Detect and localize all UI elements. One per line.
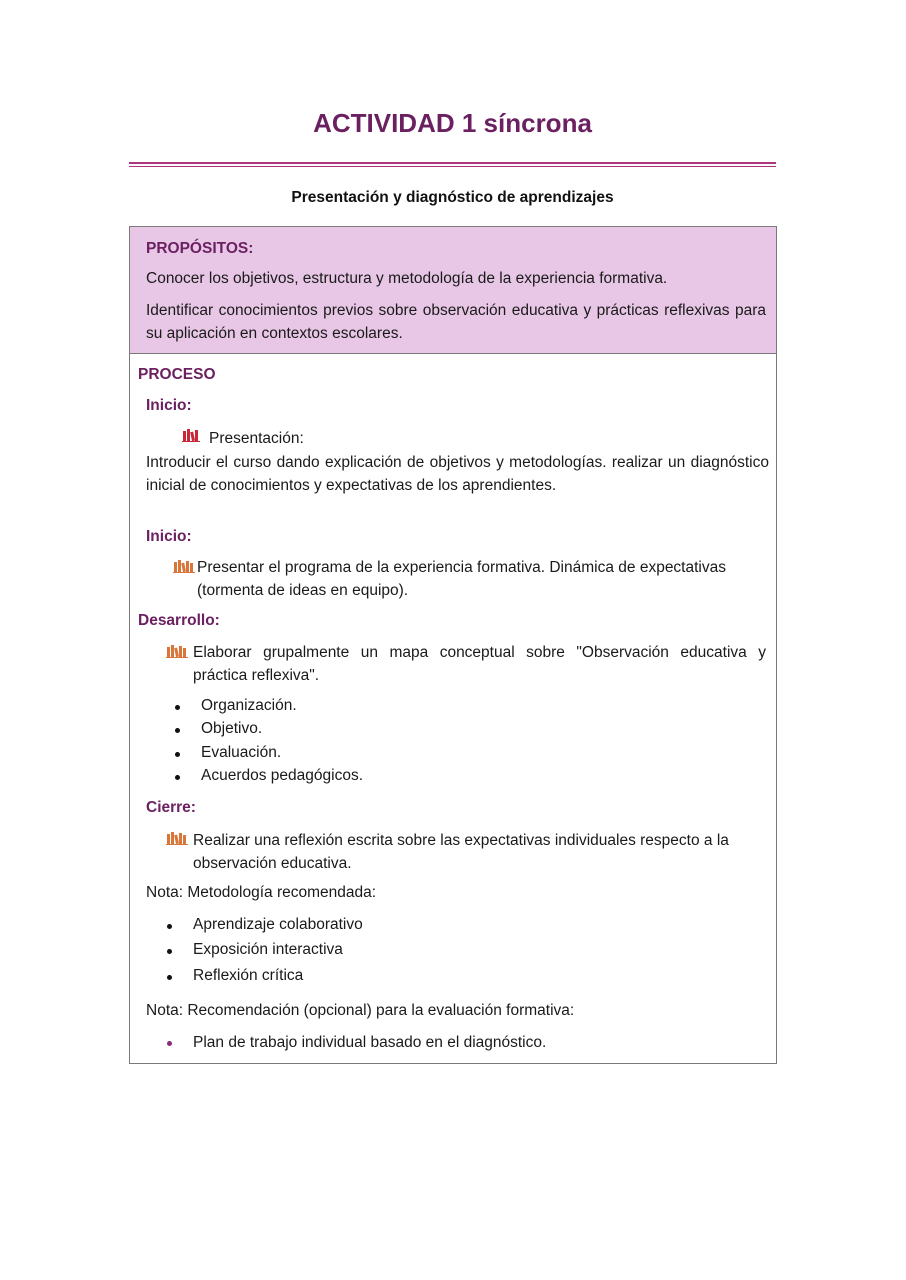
list-item: Acuerdos pedagógicos. [201,767,364,784]
cierre-heading: Cierre: [146,799,196,816]
proposito-item: Conocer los objetivos, estructura y metodología de la experiencia formativa. [146,270,668,287]
bullet-dot [175,705,180,710]
activity-table [129,226,777,1064]
inicio-text: Introducir el curso dando explicación de objetivos y metodologías. realizar un diagnóstico inicial de conocimientos y expectativas de los aprendientes. [146,454,769,494]
inicio2-item: Presentar el programa de la experiencia formativa. Dinámica de expectativas (tormenta de ideas en equipo). [197,559,726,599]
books-icon [166,644,188,663]
bullet-dot [175,775,180,780]
bullet-dot [175,752,180,757]
bullet-dot [167,975,172,980]
nota-evaluacion: Nota: Recomendación (opcional) para la evaluación formativa: [146,1002,575,1019]
title-rule-top [129,162,776,164]
desarrollo-item: Elaborar grupalmente un mapa conceptual sobre "Observación educativa y práctica reflexiva". [193,644,766,684]
bullet-dot [175,728,180,733]
list-item: Organización. [201,697,297,714]
list-item: Aprendizaje colaborativo [193,916,363,933]
inicio-heading: Inicio: [146,397,192,414]
bullet-dot [167,949,172,954]
list-item: Plan de trabajo individual basado en el diagnóstico. [193,1034,547,1051]
title-rule-bottom [129,166,776,167]
page-title: ACTIVIDAD 1 síncrona [313,108,592,138]
propositos-section [130,227,776,354]
bullet-dot [167,924,172,929]
books-icon [182,428,200,447]
list-item: Exposición interactiva [193,941,343,958]
desarrollo-heading: Desarrollo: [138,612,220,629]
books-icon [166,831,188,850]
proposito-item: Identificar conocimientos previos sobre observación educativa y prácticas reflexivas para su aplicación en contextos escolares. [146,302,766,342]
cierre-item: Realizar una reflexión escrita sobre las expectativas individuales respecto a la observación educativa. [193,832,729,872]
proceso-heading: PROCESO [138,366,216,383]
page-subtitle: Presentación y diagnóstico de aprendizajes [291,189,614,206]
list-item: Reflexión crítica [193,967,304,984]
books-icon [173,559,195,578]
nota-metodologia: Nota: Metodología recomendada: [146,884,377,901]
list-item: Objetivo. [201,720,263,737]
presentacion-label: Presentación: [209,430,304,447]
inicio-heading: Inicio: [146,528,192,545]
bullet-dot [167,1041,172,1046]
propositos-heading: PROPÓSITOS: [146,240,254,257]
list-item: Evaluación. [201,744,282,761]
